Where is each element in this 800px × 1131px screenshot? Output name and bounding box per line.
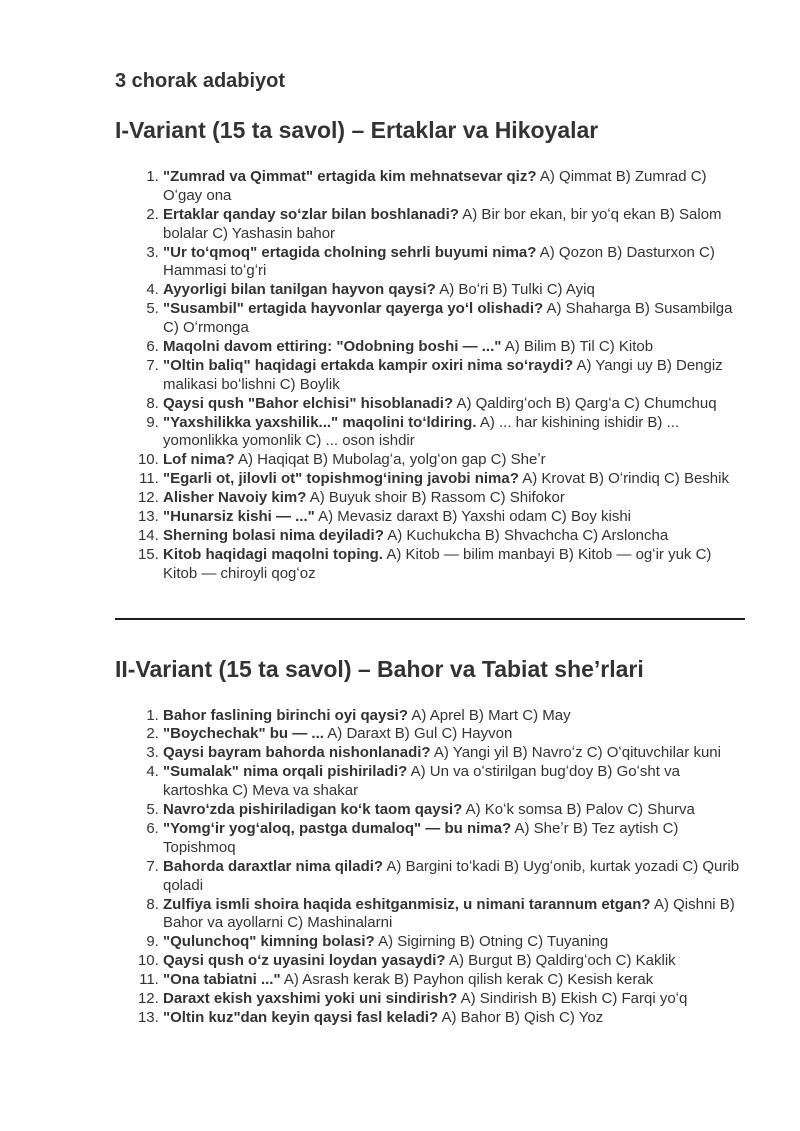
question-text: "Boychechak" bu — ... (163, 725, 324, 743)
answer-options: A) Qozon B) Dasturxon C) Hammasi toʻgʻri (163, 243, 715, 280)
question-text: "Yomgʻir yogʻaloq, pastga dumaloq" — bu nima? (163, 819, 512, 837)
answer-options: A) Haqiqat B) Mubolagʻa, yolgʻon gap C) Sheʼr (238, 451, 546, 469)
question-text: "Sumalak" nima orqali pishiriladi? (163, 763, 408, 781)
question-item (163, 357, 745, 395)
question-item (163, 338, 745, 357)
question-item (163, 414, 745, 452)
question-text: Zulfiya ismli shoira haqida eshitganmisiz, u nimani tarannum etgan? (163, 895, 651, 913)
answer-options: A) Sigirning B) Otning C) Tuyaning (378, 933, 609, 951)
answer-options: A) Sheʼr B) Tez aytish C) Topishmoq (163, 819, 679, 856)
answer-options: A) Asrash kerak B) Payhon qilish kerak C) Kesish kerak (283, 971, 654, 989)
question-list-variant-1 (115, 168, 745, 584)
question-item (163, 451, 745, 470)
question-text: Navroʻzda pishiriladigan koʻk taom qaysi? (163, 801, 463, 819)
question-text: "Egarli ot, jilovli ot" topishmogʻining javobi nima? (163, 470, 519, 488)
question-item (163, 244, 745, 282)
question-item (163, 801, 745, 820)
answer-options: A) Un va oʻstirilgan bugʻdoy B) Goʻsht va kartoshka C) Meva va shakar (163, 763, 680, 800)
answer-options: A) Bilim B) Til C) Kitob (504, 338, 654, 356)
question-text: Qaysi bayram bahorda nishonlanadi? (163, 744, 431, 762)
answer-options: A) Bir bor ekan, bir yoʻq ekan B) Salom bolalar C) Yashasin bahor (163, 205, 722, 242)
question-item (163, 896, 745, 934)
question-item (163, 707, 745, 726)
question-text: "Susambil" ertagida hayvonlar qayerga yoʻl olishadi? (163, 300, 544, 318)
answer-options: A) Qimmat B) Zumrad C) Oʻgay ona (163, 168, 707, 204)
section-variant-2 (115, 656, 745, 1028)
question-item (163, 395, 745, 414)
answer-options: A) Qishni B) Bahor va ayollarni C) Mashinalarni (163, 895, 735, 932)
answer-options: A) Qaldirgʻoch B) Qargʻa C) Chumchuq (456, 394, 717, 412)
section-divider (115, 618, 745, 620)
answer-options: A) Mevasiz daraxt B) Yaxshi odam C) Boy kishi (318, 508, 631, 526)
answer-options: A) Yangi yil B) Navroʻz C) Oʻqituvchilar kuni (433, 744, 721, 762)
answer-options: A) Bahor B) Qish C) Yoz (441, 1008, 604, 1026)
answer-options: A) Krovat B) Oʻrindiq C) Beshik (522, 470, 729, 488)
question-item (163, 933, 745, 952)
question-item (163, 1009, 745, 1028)
question-text: Alisher Navoiy kim? (163, 489, 307, 507)
answer-options: A) Koʻk somsa B) Palov C) Shurva (465, 801, 695, 819)
question-item (163, 206, 745, 244)
answer-options: A) Daraxt B) Gul C) Hayvon (327, 725, 513, 743)
question-item (163, 971, 745, 990)
question-item (163, 858, 745, 896)
question-text: Sherning bolasi nima deyiladi? (163, 526, 384, 544)
question-text: Bahorda daraxtlar nima qiladi? (163, 857, 384, 875)
question-text: "Oltin baliq" haqidagi ertakda kampir oxiri nima soʻraydi? (163, 356, 574, 374)
question-text: Maqolni davom ettiring: "Odobning boshi — ..." (163, 338, 502, 356)
question-item (163, 763, 745, 801)
question-text: Bahor faslining birinchi oyi qaysi? (163, 706, 409, 724)
answer-options: A) Burgut B) Qaldirgʻoch C) Kaklik (448, 952, 676, 970)
answer-options: A) ... har kishining ishidir B) ... yomonlikka yomonlik C) ... oson ishdir (163, 413, 680, 450)
question-text: Kitob haqidagi maqolni toping. (163, 545, 383, 563)
question-item (163, 470, 745, 489)
question-item (163, 744, 745, 763)
question-text: Lof nima? (163, 451, 235, 469)
document-title: 3 chorak adabiyot (115, 70, 286, 92)
question-item (163, 300, 745, 338)
question-item (163, 489, 745, 508)
question-text: Ayyorligi bilan tanilgan hayvon qaysi? (163, 281, 436, 299)
answer-options: A) Buyuk shoir B) Rassom C) Shifokor (309, 489, 565, 507)
question-item (163, 990, 745, 1009)
question-text: Ertaklar qanday soʻzlar bilan boshlanadi? (163, 205, 459, 223)
section-2-heading: II-Variant (15 ta savol) – Bahor va Tabiat sheʼrlari (115, 655, 644, 682)
answer-options: A) Kuchukcha B) Shvachcha C) Arsloncha (387, 526, 669, 544)
question-item (163, 952, 745, 971)
question-text: "Qulunchoq" kimning bolasi? (163, 933, 375, 951)
section-variant-1 (115, 117, 745, 584)
question-text: "Oltin kuz"dan keyin qaysi fasl keladi? (163, 1008, 439, 1026)
question-item (163, 281, 745, 300)
question-text: Daraxt ekish yaxshimi yoki uni sindirish? (163, 989, 458, 1007)
question-item (163, 820, 745, 858)
question-item (163, 508, 745, 527)
question-text: Qaysi qush oʻz uyasini loydan yasaydi? (163, 952, 446, 970)
answer-options: A) Kitob — bilim manbayi B) Kitob — ogʻir yuk C) Kitob — chiroyli qogʻoz (163, 545, 712, 582)
question-text: "Yaxshilikka yaxshilik..." maqolini toʻldiring. (163, 413, 477, 431)
question-text: "Zumrad va Qimmat" ertagida kim mehnatsevar qiz? (163, 168, 537, 185)
question-item (163, 725, 745, 744)
answer-options: A) Yangi uy B) Dengiz malikasi boʻlishni C) Boylik (163, 356, 723, 393)
question-text: Qaysi qush "Bahor elchisi" hisoblanadi? (163, 394, 454, 412)
answer-options: A) Bargini toʻkadi B) Uygʻonib, kurtak yozadi C) Qurib qoladi (163, 857, 740, 894)
question-text: "Ona tabiatni ..." (163, 971, 281, 989)
question-item (163, 546, 745, 584)
section-1-heading: I-Variant (15 ta savol) – Ertaklar va Hikoyalar (115, 117, 599, 143)
answer-options: A) Aprel B) Mart C) May (411, 706, 571, 724)
question-item (163, 527, 745, 546)
question-text: "Ur toʻqmoq" ertagida cholning sehrli buyumi nima? (163, 243, 537, 261)
question-list-variant-2 (115, 707, 745, 1028)
question-item (163, 168, 745, 206)
answer-options: A) Boʻri B) Tulki C) Ayiq (439, 281, 595, 299)
question-text: "Hunarsiz kishi — ..." (163, 508, 315, 526)
answer-options: A) Shaharga B) Susambilga C) Oʻrmonga (163, 300, 733, 337)
answer-options: A) Sindirish B) Ekish C) Farqi yoʻq (460, 989, 688, 1007)
